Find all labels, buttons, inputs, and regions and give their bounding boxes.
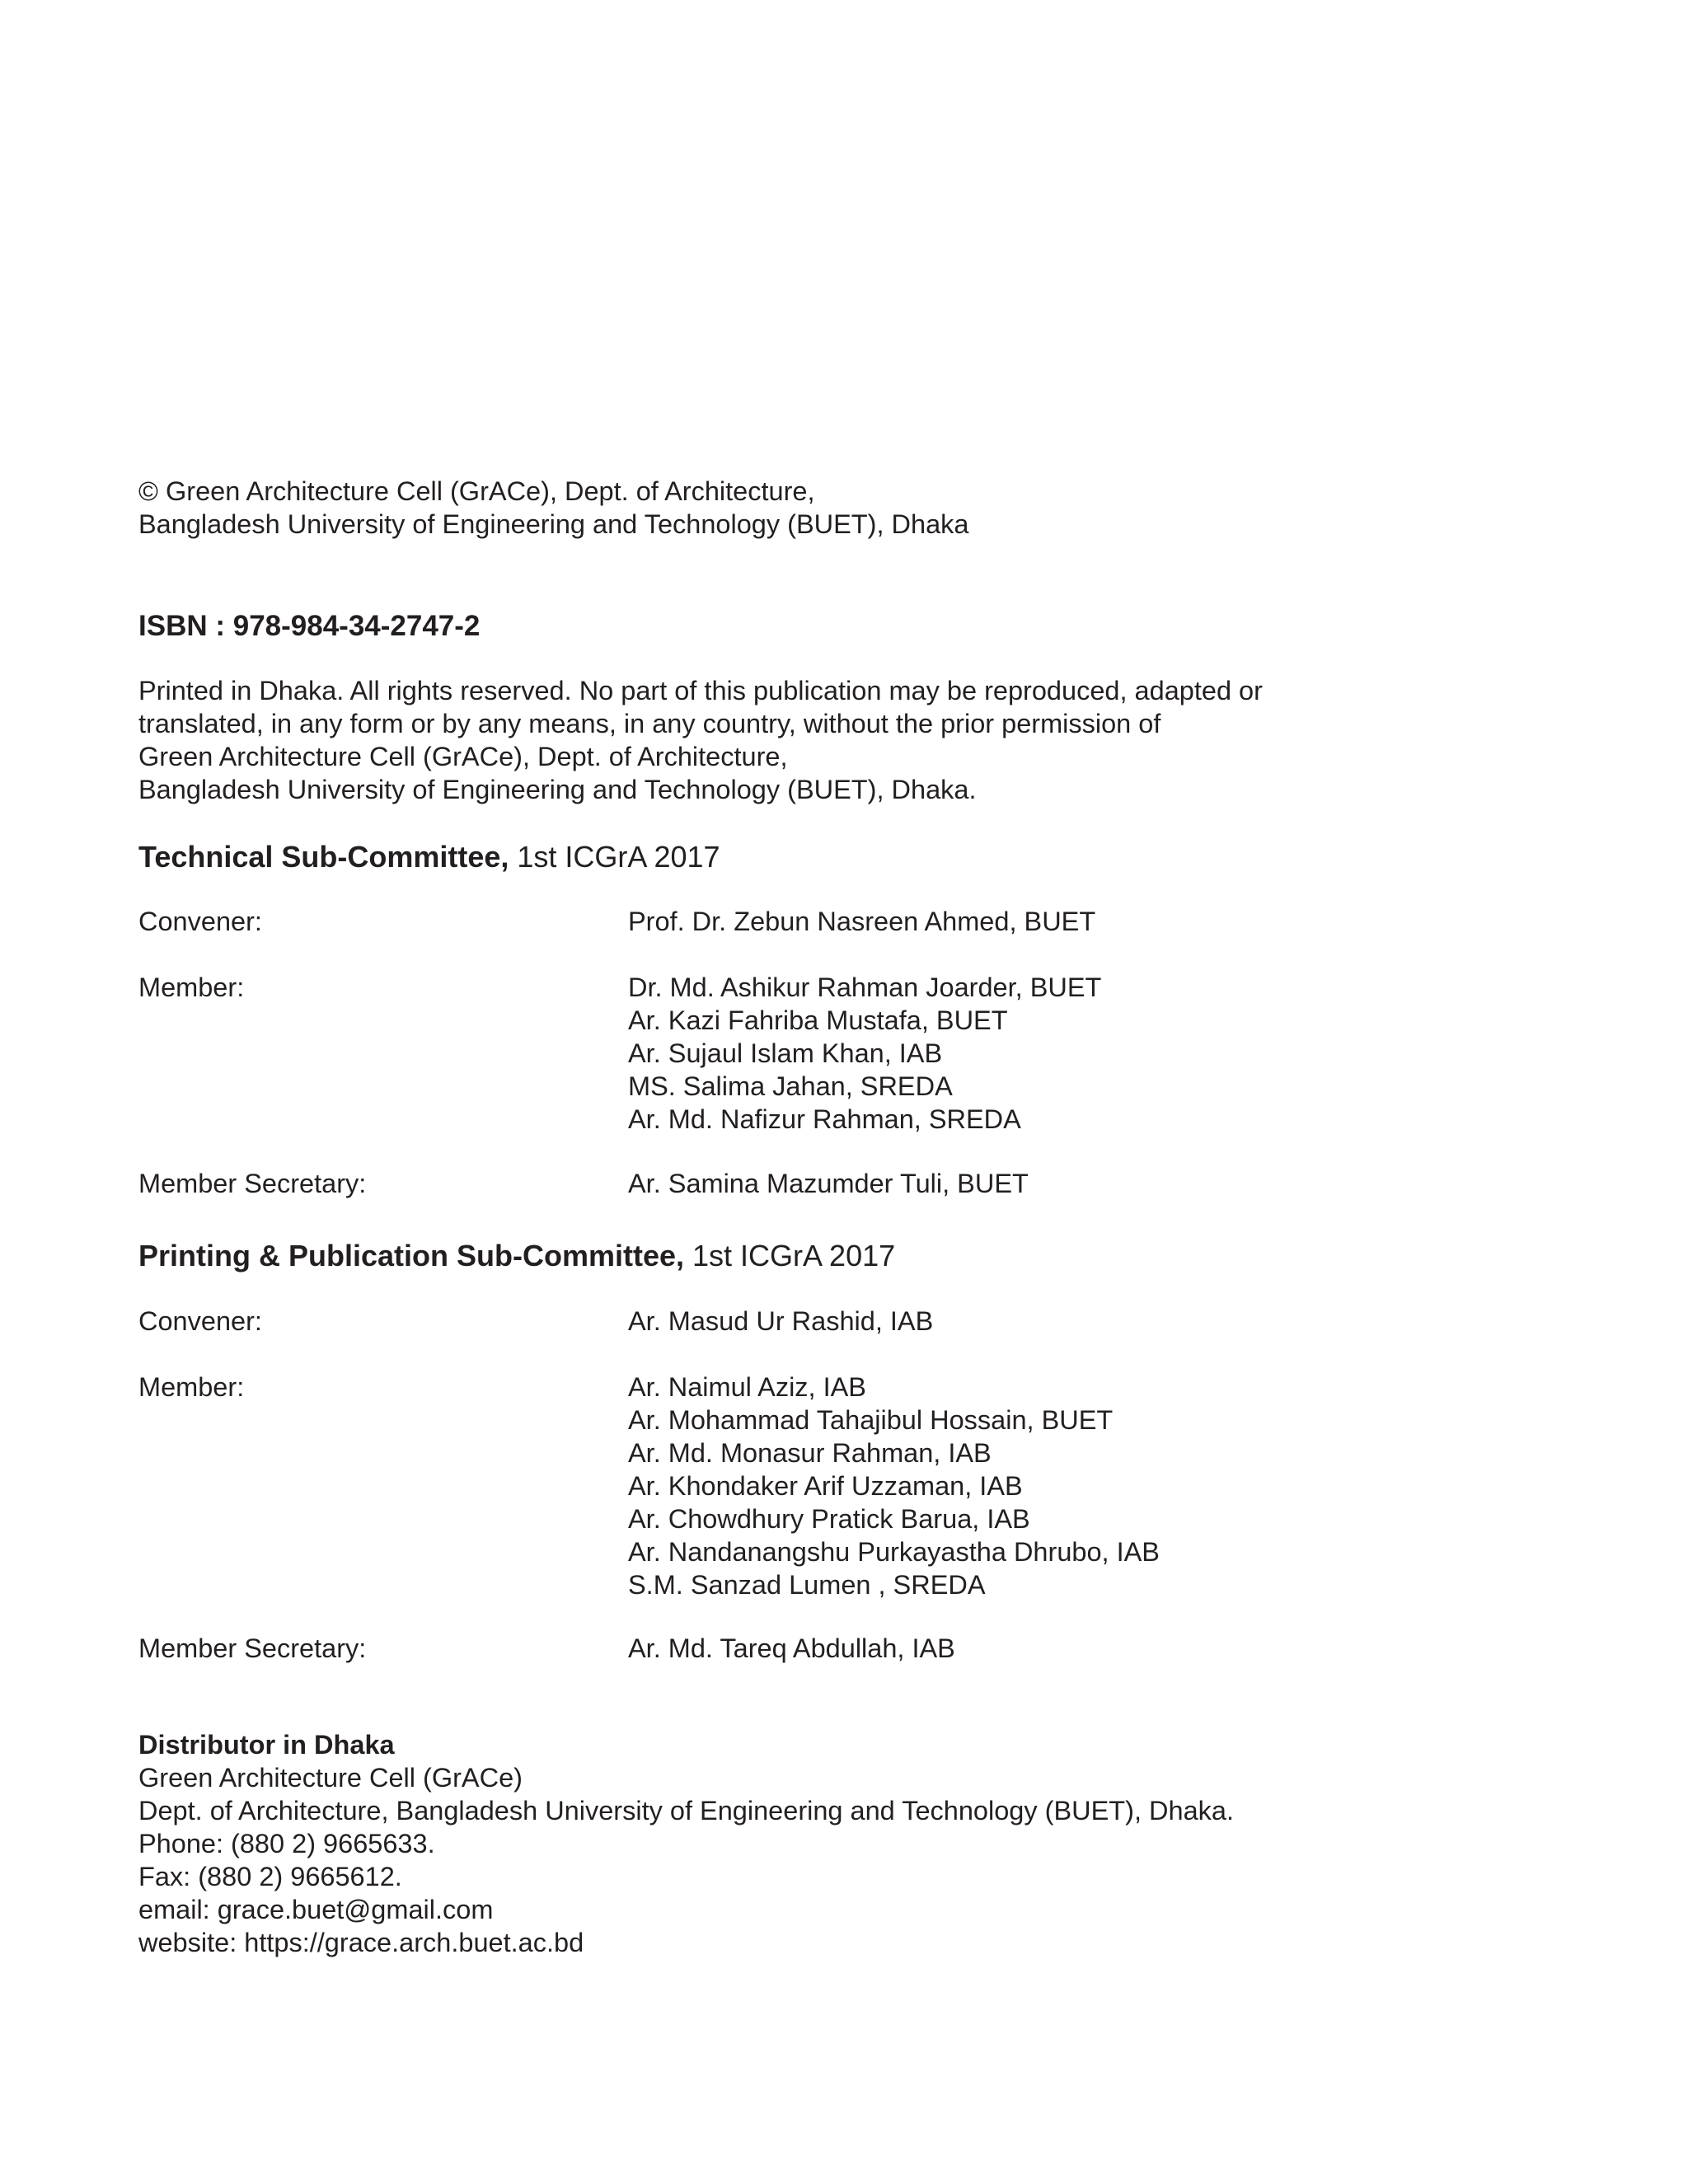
rights-line: translated, in any form or by any means, in any country, without the prior permission of (138, 709, 1161, 738)
member-secretary-label: Member Secretary: (138, 1169, 367, 1198)
member-name: Ar. Naimul Aziz, IAB (628, 1372, 866, 1402)
rights-line: Green Architecture Cell (GrACe), Dept. of Architecture, (138, 742, 788, 771)
convener-label: Convener: (138, 1306, 262, 1336)
rights-notice (138, 674, 1263, 806)
technical-committee-edition: 1st ICGrA 2017 (509, 840, 720, 874)
distributor-info (138, 1728, 1234, 1959)
technical-committee-title: Technical Sub-Committee, (138, 840, 509, 874)
member-name: Ar. Sujaul Islam Khan, IAB (628, 1038, 943, 1068)
technical-members-list (628, 971, 1101, 1136)
printing-committee-edition: 1st ICGrA 2017 (684, 1239, 896, 1272)
rights-line: Bangladesh University of Engineering and Technology (BUET), Dhaka. (138, 775, 977, 804)
member-label: Member: (138, 1372, 245, 1402)
member-secretary-name: Ar. Md. Tareq Abdullah, IAB (628, 1633, 955, 1663)
member-name: Ar. Kazi Fahriba Mustafa, BUET (628, 1005, 1008, 1035)
member-name: Ar. Md. Monasur Rahman, IAB (628, 1438, 992, 1468)
copyright-line: © Green Architecture Cell (GrACe), Dept. of Architecture, (138, 476, 815, 506)
printing-committee-title: Printing & Publication Sub-Committee, (138, 1239, 685, 1272)
member-name: Ar. Chowdhury Pratick Barua, IAB (628, 1504, 1030, 1534)
convener-name: Ar. Masud Ur Rashid, IAB (628, 1306, 934, 1336)
member-name: Ar. Nandanangshu Purkayastha Dhrubo, IAB (628, 1537, 1160, 1567)
member-secretary-name: Ar. Samina Mazumder Tuli, BUET (628, 1169, 1029, 1198)
technical-committee-heading (138, 839, 720, 875)
rights-line: Printed in Dhaka. All rights reserved. No part of this publication may be reproduced, adapted or (138, 676, 1263, 705)
member-name: MS. Salima Jahan, SREDA (628, 1071, 953, 1101)
printing-members-list (628, 1371, 1160, 1601)
distributor-phone: Phone: (880 2) 9665633. (138, 1829, 435, 1858)
distributor-fax: Fax: (880 2) 9665612. (138, 1862, 402, 1891)
member-name: Ar. Mohammad Tahajibul Hossain, BUET (628, 1405, 1114, 1435)
convener-label: Convener: (138, 907, 262, 936)
member-name: Ar. Md. Nafizur Rahman, SREDA (628, 1104, 1021, 1134)
member-label: Member: (138, 972, 245, 1002)
printing-committee-heading (138, 1238, 895, 1274)
distributor-address: Dept. of Architecture, Bangladesh University of Engineering and Technology (BUET), Dhaka. (138, 1796, 1235, 1825)
distributor-email: email: grace.buet@gmail.com (138, 1895, 494, 1924)
member-name: Dr. Md. Ashikur Rahman Joarder, BUET (628, 972, 1102, 1002)
convener-name: Prof. Dr. Zebun Nasreen Ahmed, BUET (628, 907, 1096, 936)
distributor-title: Distributor in Dhaka (138, 1730, 395, 1760)
copyright-notice (138, 475, 968, 541)
member-name: S.M. Sanzad Lumen , SREDA (628, 1570, 986, 1600)
distributor-org: Green Architecture Cell (GrACe) (138, 1763, 523, 1793)
distributor-website: website: https://grace.arch.buet.ac.bd (138, 1928, 584, 1957)
isbn: ISBN : 978-984-34-2747-2 (138, 610, 481, 642)
member-secretary-label: Member Secretary: (138, 1633, 367, 1663)
member-name: Ar. Khondaker Arif Uzzaman, IAB (628, 1471, 1023, 1501)
copyright-line: Bangladesh University of Engineering and Technology (BUET), Dhaka (138, 509, 969, 539)
